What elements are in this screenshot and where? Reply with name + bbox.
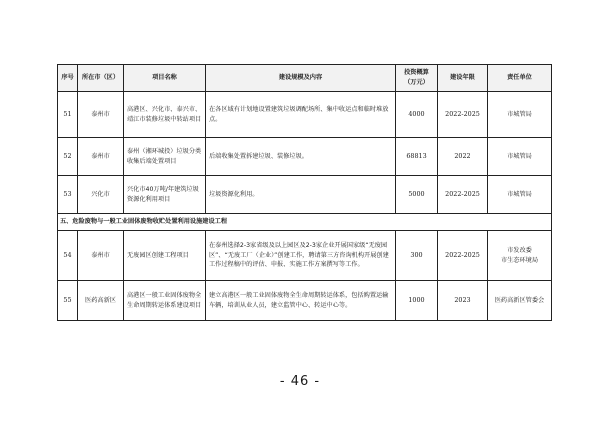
row-city: 泰州市	[78, 92, 124, 138]
header-cell: 序号	[58, 65, 78, 92]
header-cell: 建设年限	[438, 65, 488, 92]
row-unit: 市城管局	[488, 138, 552, 176]
row-investment: 5000	[396, 176, 438, 214]
row-city: 泰州市	[78, 138, 124, 176]
row-years: 2023	[438, 281, 488, 321]
row-number: 54	[58, 231, 78, 281]
row-content: 建立高港区一般工业固体废物全生命周期转运体系，包括购置运输车辆，培训从业人员，建立监管中心、转运中心等。	[206, 281, 396, 321]
row-years: 2022-2025	[438, 176, 488, 214]
row-project-name: 高港区、兴化市、泰兴市、靖江市装修垃圾中转站项目	[124, 92, 206, 138]
row-project-name: 泰州（湘环城投）垃圾分类收集后端处置项目	[124, 138, 206, 176]
page-number: - 46 -	[279, 374, 321, 389]
header-cell: 项目名称	[124, 65, 206, 92]
row-years: 2022-2025	[438, 231, 488, 281]
table-row	[58, 138, 552, 176]
row-investment: 300	[396, 231, 438, 281]
section-row	[58, 214, 552, 231]
row-project-name: 无废园区创建工程项目	[124, 231, 206, 281]
table-row	[58, 231, 552, 281]
row-project-name: 兴化市40万吨/年建筑垃圾资源化利用项目	[124, 176, 206, 214]
table-header-row	[58, 65, 552, 92]
header-cell: 所在市（区）	[78, 65, 124, 92]
row-city: 医药高新区	[78, 281, 124, 321]
row-years: 2022	[438, 138, 488, 176]
table-row	[58, 92, 552, 138]
row-number: 52	[58, 138, 78, 176]
header-cell: 建设规模及内容	[206, 65, 396, 92]
row-content: 在各区域有计划地设置建筑垃圾调配场所、集中收运点和临时堆放点。	[206, 92, 396, 138]
header-cell: 责任单位	[488, 65, 552, 92]
row-city: 泰州市	[78, 231, 124, 281]
row-project-name: 高港区一般工业固体废物全生命周期转运体系建设项目	[124, 281, 206, 321]
table-row	[58, 176, 552, 214]
row-unit: 市发改委 市生态环境局	[488, 231, 552, 281]
row-investment: 68813	[396, 138, 438, 176]
row-years: 2022-2025	[438, 92, 488, 138]
row-investment: 1000	[396, 281, 438, 321]
row-content: 在泰州选择2-3家省级及以上园区及2-3家企业开展国家级“无废园区”、“无废工厂（企业）”创建工作，聘请第三方咨询机构开展创建工作过程稿中的评估、申报、实施工作方案撰写等工作。	[206, 231, 396, 281]
row-unit: 市城管局	[488, 176, 552, 214]
row-unit: 医药高新区管委会	[488, 281, 552, 321]
row-number: 55	[58, 281, 78, 321]
row-content: 后端收集处置拆建垃圾、装修垃圾。	[206, 138, 396, 176]
header-cell: 投资概算（万元）	[396, 65, 438, 92]
row-number: 53	[58, 176, 78, 214]
section-title: 五、危险废物与一般工业固体废物收贮处置利用设施建设工程	[58, 214, 552, 231]
row-unit: 市城管局	[488, 92, 552, 138]
row-city: 兴化市	[78, 176, 124, 214]
row-number: 51	[58, 92, 78, 138]
table-row	[58, 281, 552, 321]
row-content: 垃圾资源化利用。	[206, 176, 396, 214]
project-table	[57, 64, 552, 321]
row-investment: 4000	[396, 92, 438, 138]
